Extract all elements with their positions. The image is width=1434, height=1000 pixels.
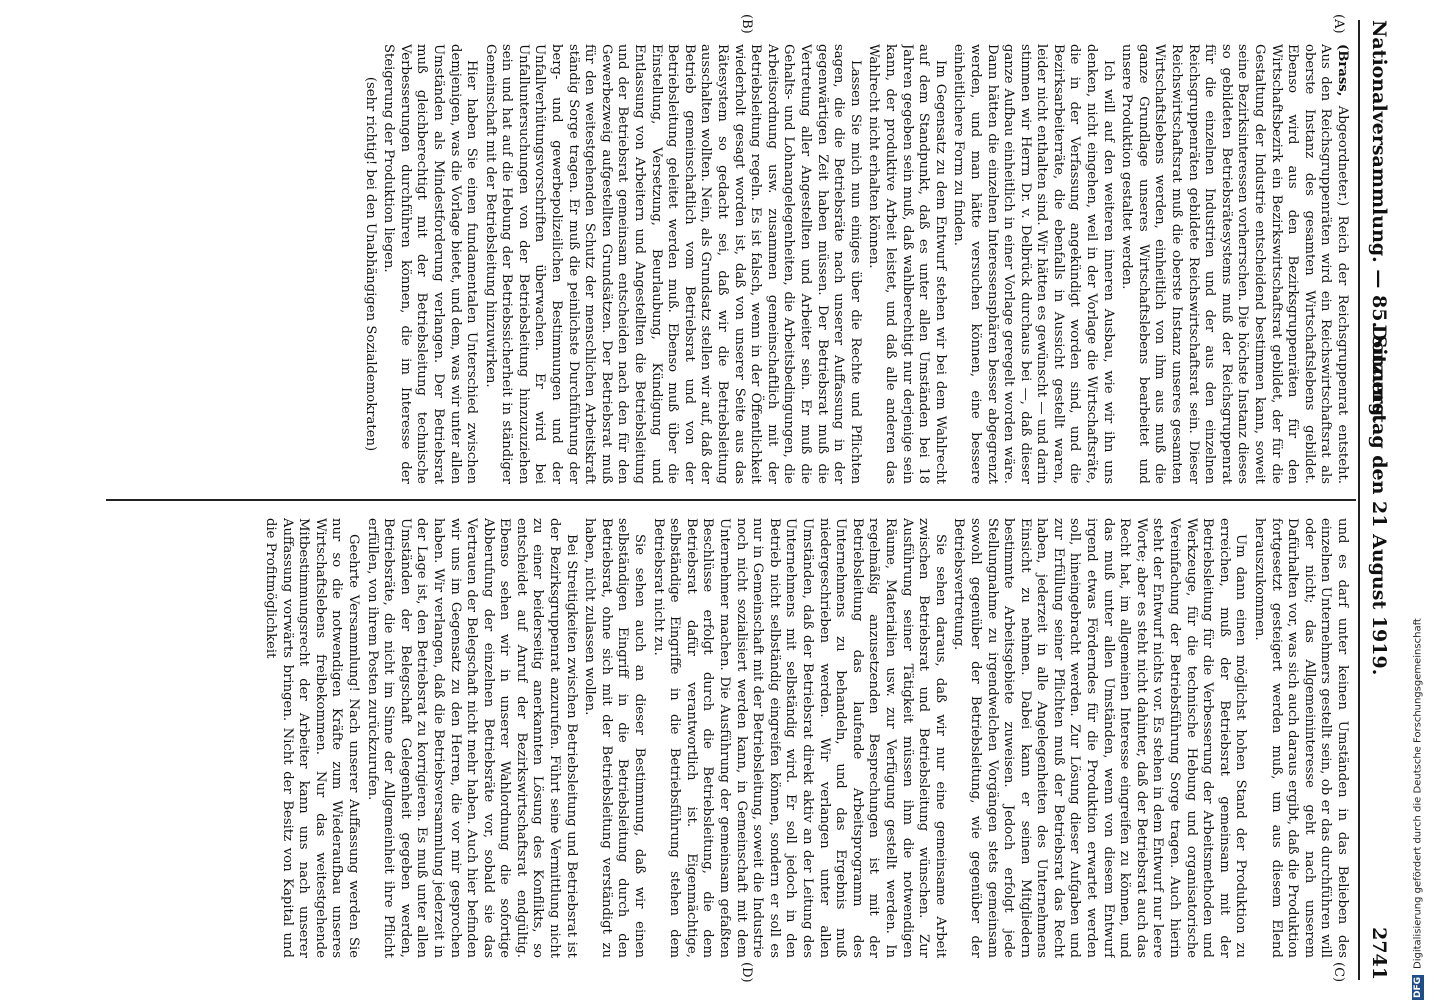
paragraph: Ich will auf den weiteren inneren Ausbau, wie wir ihn uns denken, nicht eingehen, weil in der Vorlage die Wirtschaftsräte, die in der Verfassung angekündigt worden sind, und die Bezirksarbeiterräte, die ebenfalls in Aussicht gestellt waren, leider nicht enthalten sind. Wir hätten es gewünscht — und darin stimmen wir Herrn Dr. v. Delbrück durchaus bei —, daß dieser ganze Aufbau einheitlich in einer Vorlage geregelt worden wäre. Dann hätten die einzelnen Interessensphären besser abgegrenzt werden, und man hätte versuchen können, eine bessere einheitlichere Form zu finden. — [951, 44, 1116, 484]
speaker-role: Abgeordneter.) — [1335, 105, 1350, 207]
paragraph: Hier haben Sie einen fundamentalen Unterschied zwischen demjenigen, was die Vorlage bietet, und dem, was wir unter allen Umständen als Mindestforderung verlangen. Der Betriebsrat muß gleichberechtigt mit der Betriebsleitung technische Verbesserungen durchführen können, die im Interesse der Steigerung der Produktion liegen. — [381, 44, 480, 484]
paragraph: Im Gegensatz zu dem Entwurf stehen wir bei dem Wahlrecht auf dem Standpunkt, daß es unter allen Umständen bei 18 Jahren gegeben sein muß, daß wahlberechtigt nur derjenige sein kann, der produktive Arbeit leistet, und daß alle anderen das Wahlrecht nicht erhalten können. — [866, 44, 948, 484]
header-rule — [1358, 20, 1360, 980]
margin-marker-d: (D) — [739, 962, 754, 983]
speaker-name: (Brass, — [1335, 44, 1350, 97]
paragraph: Geehrte Versammlung! Nach unserer Auffassung werden Sie nur so die notwendigen Kräfte zum Wiederaufbau unseres Wirtschaftslebens freibekommen. Nur das weitestgehende Mitbestimmungsrecht der Arbeiter kann uns nach unserer Auffassung vorwärts bringen. Nicht der Besitz von Kapital und die Profitmöglichkeit — [263, 518, 361, 958]
header-date: Donnerstag den 21 August 1919. — [1368, 324, 1390, 676]
header-left: Nationalversammlung. — 85. Sitzung. — [1368, 20, 1390, 423]
page-header — [1362, 20, 1396, 980]
paragraph: Sie sehen daraus, daß wir nur eine gemeinsame Arbeit zwischen Betriebsrat und Betriebsleitung wünschen. Zur Ausführung seiner Tätigkeit müssen ihm die notwendigen Räume, Materialien usw. zur Verfügung gestellt werden. In regelmäßig anzusetzenden Besprechungen ist mit der Betriebsleitung das laufende Arbeitsprogramm des Unternehmens zu behandeln, und das Ergebnis muß niedergeschrieben werden. Wir verlangen unter allen Umständen, daß der Betriebsrat direkt aktiv an der Leitung des Unternehmens mit selbständig wird. Er soll jedoch in den Betrieb nicht selbständig eingreifen können, sondern er soll es nur in Gemeinschaft mit der Betriebsleitung, soweit die Industrie noch nicht sozialisiert werden kann, in Gemeinschaft mit dem Unternehmer machen. Die Ausführung der gemeinsam gefaßten Beschlüsse erfolgt durch die Betriebsleitung, die dem Betriebsrat dafür verantwortlich ist. Eigenmächtige, selbständige Eingriffe in die Betriebsführung stehen dem Betriebsrat nicht zu. — [650, 518, 948, 958]
paragraph: Um dann einen möglichst hohen Stand der Produktion zu erreichen, muß der Betriebsrat gemeinsam mit der Betriebsleitung für die Verbesserung der Arbeitsmethoden und Werkzeuge, für die technische Hebung und organisatorische Vereinfachung der Betriebsführung Sorge tragen. Auch hierin steht der Entwurf nichts vor. Es stehen in dem Entwurf nur leere Worte; aber es steht nicht dahinter, daß der Betriebsrat auch das Recht hat, im allgemeinen Interesse eingreifen zu können, und das muß unter allen Umständen, wenn von diesem Entwurf irgend etwas Förderndes für die Produktion erwartet werden soll, hineingebracht werden. Zur Lösung dieser Aufgaben und zur Erfüllung seiner Pflichten muß der Betriebsrat das Recht haben, jederzeit in alle Angelegenheiten des Unternehmens Einsicht zu nehmen. Dabei kann er seinen Mitgliedern bestimmte Arbeitsgebiete zuweisen. Jedoch erfolgt jede Stellungnahme zu irgendwelchen Vorgängen stets gemeinsam sowohl gegenüber der Betriebsleitung, wie gegenüber der Betriebsvertretung. — [951, 518, 1249, 958]
paragraph-text: Reich der Reichsgruppenrat entsteht. Aus den Reichsgruppenräten wird ein Reichswirtschaftsrat als oberste Instanz des gesamten Wirtschaftslebens gebildet. Ebenso wird aus den Bezirksgruppenräten für den Wirtschaftsbezirk ein Bezirkswirtschaftsrat gebildet, der für die Gestaltung der Industrie entscheidend bestimmen kann, soweit seine Bezirksinteressen vorherrschen. Die höchste Instanz dieses so gebildeten Betriebsrätesystems muß der Reichsgruppenrat für die einzelnen Industrien und der aus den einzelnen Reichsgruppenräten gebildete Reichswirtschaftsrat sein. Dieser Reichswirtschaftsrat muß die oberste Instanz unseres gesamten Wirtschaftslebens werden, einheitlich von ihm aus muß die ganze Grundlage unseres Wirtschaftslebens bearbeitet und unsere Produktion gestaltet werden. — [1119, 44, 1350, 484]
paragraph — [1118, 44, 1350, 484]
paragraph: Sie sehen auch an dieser Bestimmung, daß wir einen selbständigen Eingriff in die Betriebsleitung durch den Betriebsrat, ohne sich mit der Betriebsleitung verständigt zu haben, nicht zulassen wollen. — [582, 518, 648, 958]
credit-text: Digitalisierung gefördert durch die Deutsche Forschungsgemeinschaft — [1412, 618, 1424, 969]
column-divider — [106, 499, 1356, 501]
margin-marker-c: (C) — [1331, 962, 1346, 983]
paragraph: und es darf unter keinen Umständen in das Belieben des einzelnen Unternehmers gestellt sein, ob er das durchführen will oder nicht; das Allgemeininteresse geht nach unserem Dafürhalten vor, was sich auch daraus ergibt, daß die Produktion fortgesetzt gesteigert werden muß, um aus diesem Elend herauszukommen. — [1252, 518, 1350, 958]
page-number: 2741 — [1368, 927, 1390, 980]
paragraph: Lassen Sie mich nun einiges über die Rechte und Pflichten sagen, die die Betriebsräte nach unserer Auffassung in der gegenwärtigen Zeit haben müssen. Der Betriebsrat muß die Vertretung aller Angestellten und Arbeiter sein. Er muß die Gehalts- und Lohnangelegenheiten, die Arbeitsbedingungen, die Arbeitsordnung usw. zusammen gemeinschaftlich mit der Betriebsleitung regeln. Es ist falsch, wenn in der Öffentlichkeit wiederholt gesagt worden ist, daß von unserer Seite aus das Rätesystem so gedacht sei, daß wir die Betriebsleitung ausschalten wollten. Nein, als Grundsatz stellen wir auf, daß der Betrieb gemeinschaftlich vom Betriebsrat und von der Betriebsleitung geleitet werden muß. Ebenso muß über die Einstellung, Versetzung, Beurlaubung, Kündigung und Entlassung von Arbeitern und Angestellten die Betriebsleitung und der Betriebsrat gemeinsam entscheiden nach den für den Gewerbezweig aufgestellten Grundsätzen. Der Betriebsrat muß für den weitestgehenden Schutz der menschlichen Arbeitskraft ständig Sorge tragen. Er muß die peinlichste Durchführung der berg- und gewerbepolizeilichen Bestimmungen und der Unfallverhütungsvorschriften überwachen. Er wird bei Unfalluntersuchungen von der Betriebsleitung hinzuzuziehen sein und hat auf die Hebung der Betriebssicherheit in ständiger Gemeinschaft mit der Betriebsleitung hinzuwirken. — [482, 44, 863, 484]
scanned-page — [74, 0, 1404, 1000]
margin-marker-a: (A) — [1331, 14, 1346, 34]
dfg-logo: DFG — [1413, 976, 1423, 998]
paragraph: Bei Streitigkeiten zwischen Betriebsleitung und Betriebsrat ist der Bezirksgruppenrat anzurufen. Führt seine Vermittlung nicht zu einer beiderseitig anerkannten Lösung des Konflikts, so entscheidet auf Anruf der Bezirkswirtschaftsrat endgültig. Ebenso sehen wir in unserer Wahlordnung die sofortige Abberufung der einzelnen Betriebsräte vor, sobald sie das Vertrauen der Belegschaft nicht mehr haben. Auch hier befinden wir uns im Gegensatz zu den Herren, die vor mir gesprochen haben. Wir verlangen, daß die Betriebsversammlung jederzeit in der Lage ist, den Betriebsrat zu korrigieren. Es muß unter allen Umständen der Belegschaft Gelegenheit gegeben werden, Betriebsräte, die nicht im Sinne der Allgemeinheit ihre Pflicht erfüllen, von ihrem Posten zurückzurufen. — [364, 518, 579, 958]
digitization-credit — [1406, 0, 1430, 1000]
left-column — [120, 44, 1350, 484]
interjection: (sehr richtig! bei den Unabhängigen Sozialdemokraten) — [362, 76, 378, 452]
margin-marker-b: (B) — [739, 14, 754, 34]
right-column — [120, 518, 1350, 958]
